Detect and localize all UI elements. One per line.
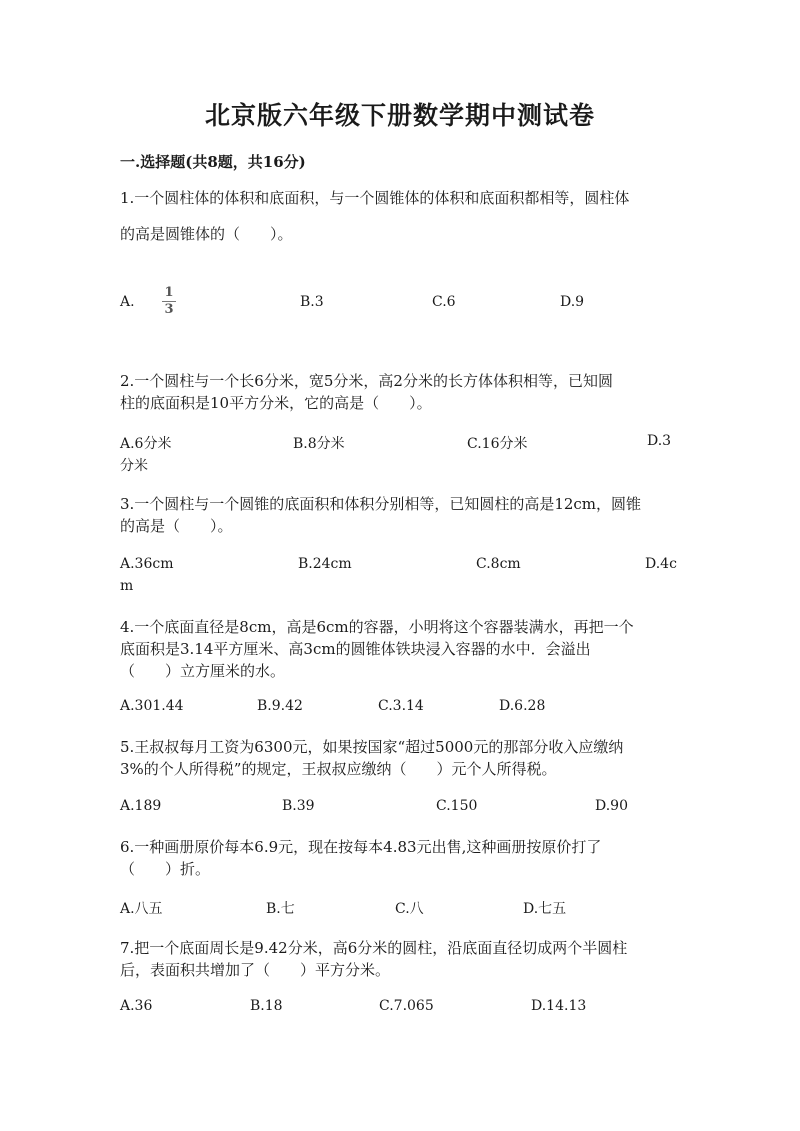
question-4-line-2: 底面积是3.14平方厘米、高3cm的圆锥体铁块浸入容器的水中．会溢出 [120, 640, 591, 658]
q1-option-a-fraction [162, 286, 176, 317]
q6-option-a: A.八五 [120, 901, 163, 917]
q3-option-c: C.8cm [476, 556, 521, 572]
question-6-line-2: （ ）折。 [120, 860, 211, 878]
q3-option-a: A.36cm [120, 556, 174, 572]
question-7-line-2: 后，表面积共增加了（ ）平方分米。 [120, 961, 391, 979]
q7-option-a: A.36 [120, 998, 153, 1014]
question-4-line-1: 4.一个底面直径是8cm，高是6cm的容器，小明将这个容器装满水，再把一个 [120, 618, 634, 636]
q2-option-a: A.6分米 [120, 436, 172, 452]
fraction-numerator: 1 [164, 285, 174, 300]
q5-option-a: A.189 [120, 798, 162, 814]
q5-option-b: B.39 [282, 798, 315, 814]
question-5-line-1: 5.王叔叔每月工资为6300元，如果按国家“超过5000元的那部分收入应缴纳 [120, 738, 624, 756]
q3-option-d: D.4c [645, 556, 677, 572]
q7-option-b: B.18 [250, 998, 283, 1014]
question-1-line-2: 的高是圆锥体的（ ）。 [120, 225, 293, 243]
q4-option-d: D.6.28 [499, 698, 546, 714]
q2-option-d-wrap: 分米 [120, 458, 148, 474]
q1-option-c: C.6 [432, 294, 456, 310]
question-2-line-1: 2.一个圆柱与一个长6分米，宽5分米，高2分米的长方体体积相等，已知圆 [120, 372, 613, 390]
q1-option-b: B.3 [300, 294, 324, 310]
q6-option-d: D.七五 [523, 901, 567, 917]
q4-option-a: A.301.44 [120, 698, 184, 714]
q7-option-d: D.14.13 [531, 998, 587, 1014]
q4-option-b: B.9.42 [257, 698, 303, 714]
q2-option-b: B.8分米 [293, 436, 345, 452]
question-6-line-1: 6.一种画册原价每本6.9元，现在按每本4.83元出售,这种画册按原价打了 [120, 838, 602, 856]
q5-option-c: C.150 [436, 798, 478, 814]
q1-option-a: A. [120, 294, 135, 310]
question-2-line-2: 柱的底面积是10平方分米，它的高是（ ）。 [120, 394, 432, 412]
q2-option-c: C.16分米 [467, 436, 528, 452]
question-4-line-3: （ ）立方厘米的水。 [120, 662, 286, 680]
q4-option-c: C.3.14 [378, 698, 424, 714]
q6-option-c: C.八 [395, 901, 424, 917]
question-7-line-1: 7.把一个底面周长是9.42分米，高6分米的圆柱，沿底面直径切成两个半圆柱 [120, 939, 628, 957]
q2-option-d: D.3 [647, 433, 672, 449]
fraction-denominator: 3 [164, 302, 174, 317]
q7-option-c: C.7.065 [379, 998, 434, 1014]
q1-option-d: D.9 [560, 294, 585, 310]
question-3-line-2: 的高是（ ）。 [120, 517, 233, 535]
page-title: 北京版六年级下册数学期中测试卷 [204, 101, 595, 130]
question-1-line-1: 1.一个圆柱体的体积和底面积，与一个圆锥体的体积和底面积都相等，圆柱体 [120, 189, 630, 207]
section-heading: 一.选择题(共8题，共16分) [120, 153, 306, 171]
question-5-line-2: 3%的个人所得税”的规定，王叔叔应缴纳（ ）元个人所得税。 [120, 760, 557, 778]
q6-option-b: B.七 [266, 901, 295, 917]
q3-option-d-wrap: m [120, 578, 134, 594]
question-3-line-1: 3.一个圆柱与一个圆锥的底面积和体积分别相等，已知圆柱的高是12cm，圆锥 [120, 495, 642, 513]
q5-option-d: D.90 [595, 798, 628, 814]
q3-option-b: B.24cm [298, 556, 352, 572]
